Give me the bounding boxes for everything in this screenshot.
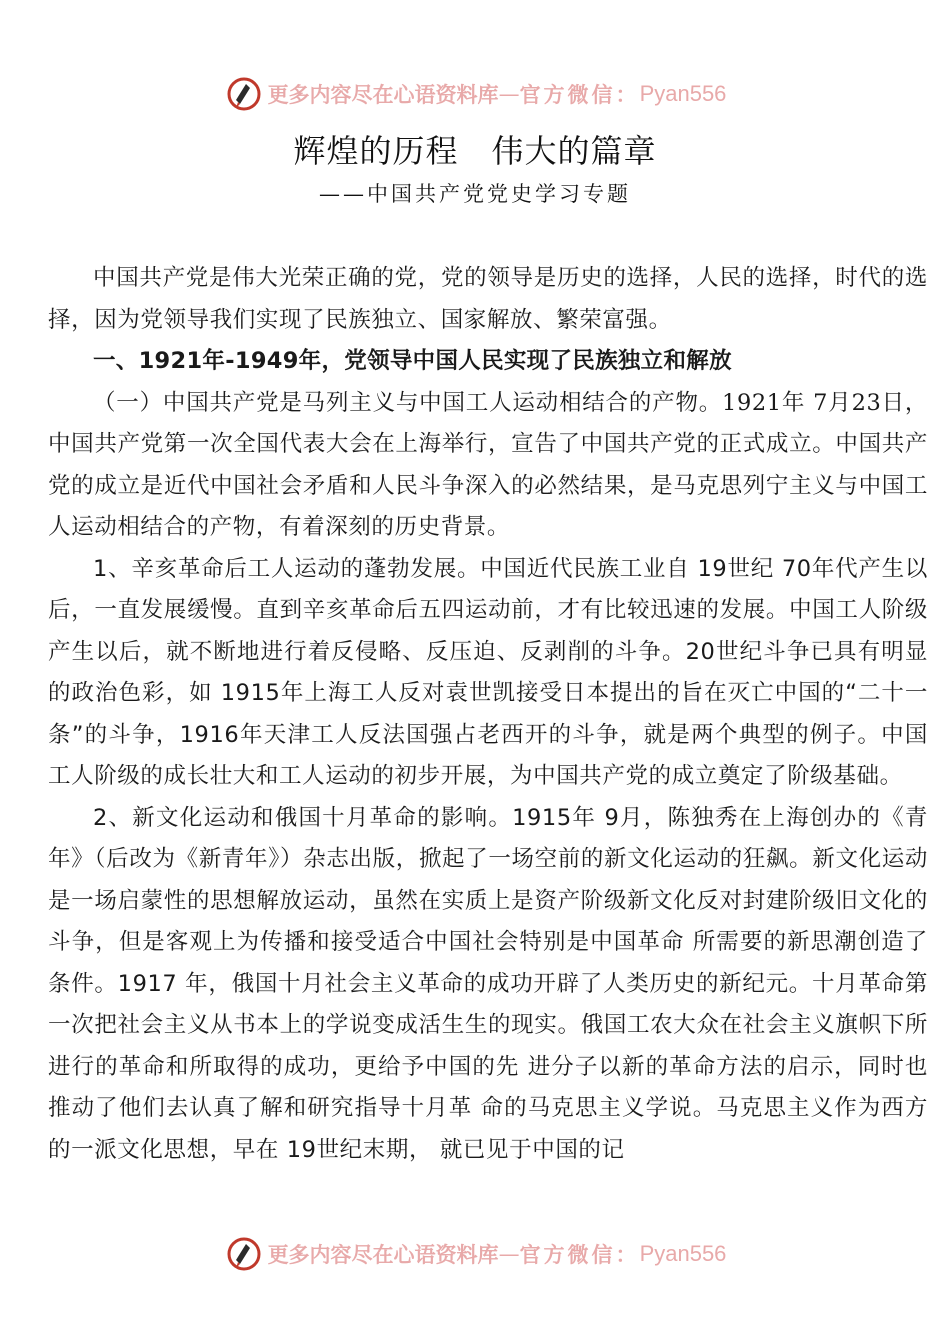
watermark-text: 更多内容尽在心语资料库 xyxy=(267,82,499,107)
body-paragraph: 1、辛亥革命后工人运动的蓬勃发展。中国近代民族工业自 19世纪 70年代产生以后，一直发展缓慢。直到辛亥革命后五四运动前，才有比较迅速的发展。中国工人阶级产生以后，就不断地进行着反侵略、反压迫、反剥削的斗争。20世纪斗争已具有明显的政治色彩，如 1915年上海工人反对袁世凯接受日本提出的旨在灭亡中国的“二十一条”的斗争，1916年天津工人反法国强占老西开的斗争，就是两个典型的例子。中国工人阶级的成长壮大和工人运动的初步开展，为中国共产党的成立奠定了阶级基础。 xyxy=(48,555,928,789)
subsection-paragraph: （一）中国共产党是马列主义与中国工人运动相结合的产物。1921年 7月23日，中国共产党第一次全国代表大会在上海举行，宣告了中国共产党的正式成立。中国共产党的成立是近代中国社会矛盾和人民斗争深入的必然结果，是马克思列宁主义与中国工人运动相结合的产物，有着深刻的历史背景。 xyxy=(48,389,928,540)
document-body xyxy=(48,258,928,1171)
watermark-id: Pyan556 xyxy=(639,1241,727,1266)
watermark-header xyxy=(0,72,950,116)
watermark-separator: — xyxy=(498,82,520,106)
watermark-label: 官方微信： xyxy=(519,1242,640,1267)
document-subtitle: ——中国共产党党史学习专题 xyxy=(319,182,631,206)
watermark-footer xyxy=(0,1232,950,1276)
logo-icon xyxy=(224,1234,264,1274)
body-paragraph: 2、新文化运动和俄国十月革命的影响。1915年 9月，陈独秀在上海创办的《青年》（后改为《新青年》）杂志出版，掀起了一场空前的新文化运动的狂飙。新文化运动是一场启蒙性的思想解放运动，虽然在实质上是资产阶级新文化反对封建阶级旧文化的斗争，但是客观上为传播和接受适合中国社会特别是中国革命 所需要的新思潮创造了条件。1917 年，俄国十月社会主义革命的成功开辟了人类历史的新纪元。十月革命第一次把社会主义从书本上的学说变成活生生的现实。俄国工农大众在社会主义旗帜下所进行的革命和所取得的成功，更给予中国的先 进分子以新的革命方法的启示，同时也推动了他们去认真了解和研究指导十月革 命的马克思主义学说。马克思主义作为西方的一派文化思想，早在 19世纪末期， 就已见于中国的记 xyxy=(48,804,928,1163)
watermark-separator: — xyxy=(498,1242,520,1266)
watermark-text: 更多内容尽在心语资料库 xyxy=(267,1242,499,1267)
logo-icon xyxy=(224,74,264,114)
watermark-label: 官方微信： xyxy=(519,82,640,107)
section-heading: 一、1921年-1949年，党领导中国人民实现了民族独立和解放 xyxy=(93,348,732,374)
document-title: 辉煌的历程 伟大的篇章 xyxy=(293,132,657,170)
intro-paragraph: 中国共产党是伟大光荣正确的党，党的领导是历史的选择，人民的选择，时代的选择，因为党领导我们实现了民族独立、国家解放、繁荣富强。 xyxy=(48,265,928,333)
watermark-id: Pyan556 xyxy=(639,81,727,106)
